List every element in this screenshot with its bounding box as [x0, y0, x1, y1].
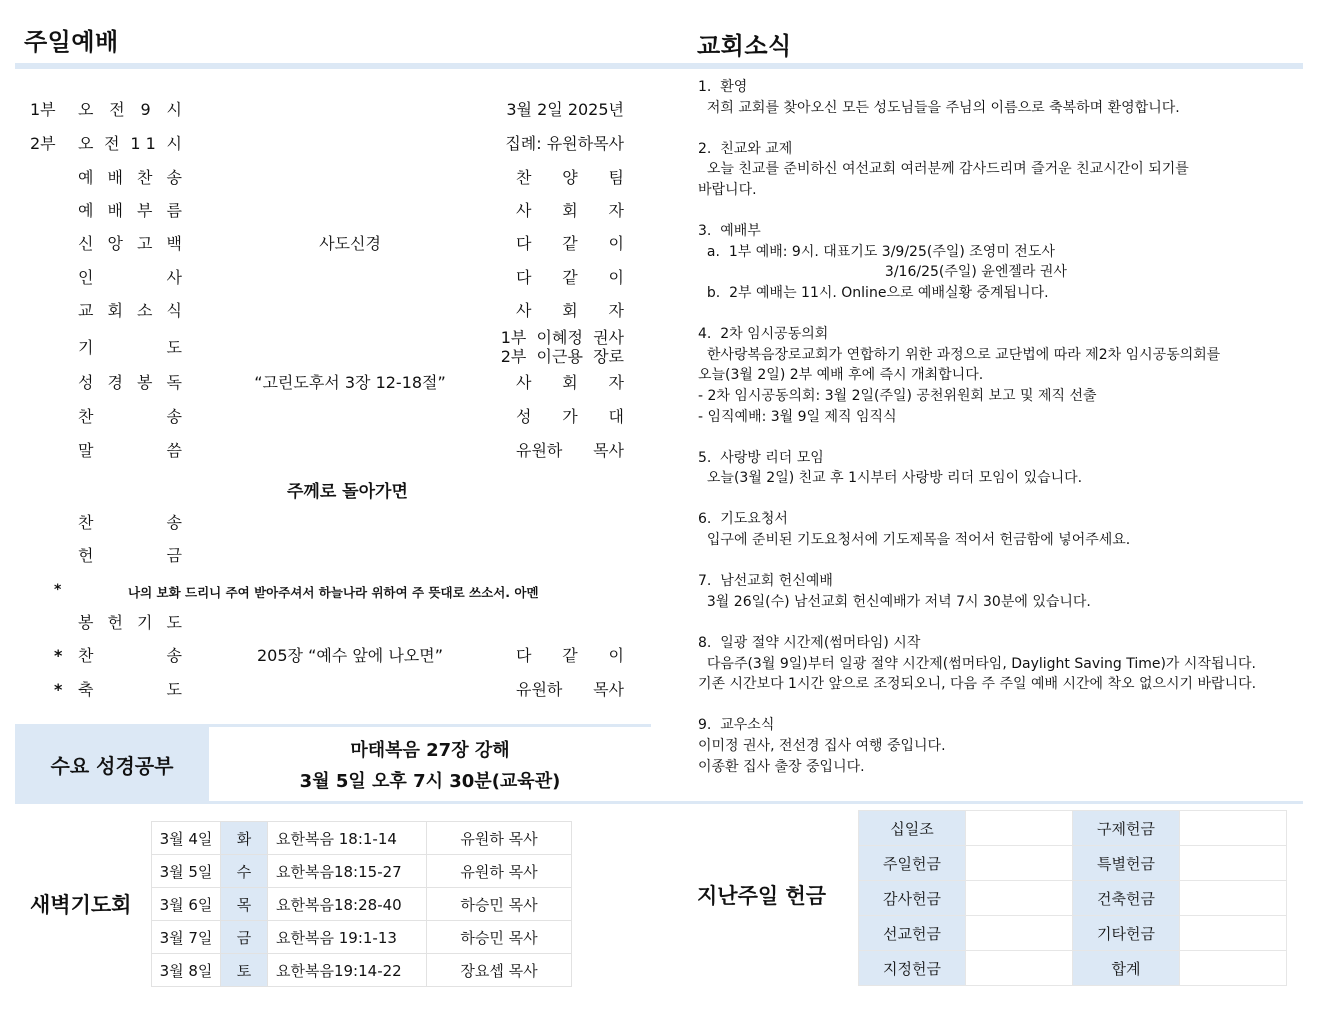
service-item-responsible [516, 229, 624, 259]
service-item-char: 기 [137, 613, 153, 632]
responsible-part: 가 [562, 407, 578, 426]
service-item-char: 기 [78, 338, 94, 357]
wednesday-study-label: 수요 성경공부 [15, 726, 209, 802]
responsible-part: 양 [562, 168, 578, 187]
dawn-weekday: 목 [221, 888, 268, 921]
service-item-char: 앙 [107, 234, 123, 253]
announcement-item [698, 633, 1280, 695]
service-row [0, 263, 660, 293]
offering-amount [966, 951, 1073, 986]
offering-label: 지난주일 헌금 [697, 884, 827, 908]
offering-prayer-mark: * [54, 582, 62, 598]
prayer-leader-2: 2부 이근용 장로 [500, 347, 624, 366]
offering-amount [1180, 811, 1287, 846]
offering-amount [966, 811, 1073, 846]
dawn-date: 3월 8일 [152, 954, 221, 987]
announcement-text: 저희 교회를 찾아오신 모든 성도님들을 주님의 이름으로 축복하며 환영합니다. [698, 99, 1180, 116]
service-item-char: 금 [166, 546, 182, 565]
responsible-part: 사 [516, 373, 532, 392]
service-item-char: 송 [166, 646, 182, 665]
offering-category: 지정헌금 [859, 951, 966, 986]
service-item-responsible [516, 402, 624, 432]
service-item-responsible [516, 296, 624, 326]
service-item-char: 경 [107, 373, 123, 392]
dawn-leader: 유원하 목사 [427, 822, 572, 855]
dawn-prayer-row [152, 822, 572, 855]
service-item-responsible [516, 436, 624, 466]
service-row [0, 368, 660, 398]
service-part2-row [0, 129, 660, 159]
offering-amount [966, 916, 1073, 951]
dawn-passage: 요한복음 18:1-14 [268, 822, 427, 855]
responsible-part: 사 [516, 201, 532, 220]
service-item-char: 인 [78, 268, 94, 287]
announcement-title: 4. 2차 임시공동의회 [698, 326, 829, 343]
service-item-name [78, 163, 182, 193]
announcement-text: a. 1부 예배: 9시. 대표기도 3/9/25(주일) 조영미 전도사 [698, 243, 1055, 260]
service-item-char: 회 [107, 301, 123, 320]
announcement-text: 오늘 친교를 준비하신 여선교회 여러분께 감사드리며 즐거운 친교시간이 되기를 [698, 161, 1189, 178]
service-item-char: 송 [166, 407, 182, 426]
service-row [0, 675, 660, 705]
responsible-part: 다 [516, 268, 532, 287]
service-item-detail: 205장 “예수 앞에 나오면” [256, 646, 444, 665]
announcement-title: 5. 사랑방 리더 모임 [698, 449, 824, 466]
dawn-leader: 하승민 목사 [427, 888, 572, 921]
response-heading: 주께로 돌아가면 [287, 482, 408, 502]
announcement-text: b. 2부 예배는 11시. Online으로 예배실황 중계됩니다. [698, 284, 1049, 301]
service-row [0, 196, 660, 226]
service-row [0, 641, 660, 671]
offering-amount [966, 881, 1073, 916]
service-item-char: 사 [166, 268, 182, 287]
announcement-title: 9. 교우소식 [698, 717, 775, 734]
prayer-leaders [474, 328, 624, 366]
service-item-responsible [516, 196, 624, 226]
service-part1-row [0, 95, 660, 125]
announcement-title: 1. 환영 [698, 79, 748, 95]
service-item-responsible [516, 163, 624, 193]
offering-category: 십일조 [859, 811, 966, 846]
responsible-part: 회 [562, 301, 578, 320]
responsible-part: 성 [516, 407, 532, 426]
responsible-part: 다 [516, 646, 532, 665]
responsible-part: 자 [608, 373, 624, 392]
announcement-text: - 2차 임시공동의회: 3월 2일(주일) 공천위원회 보고 및 제직 선출 [698, 387, 1097, 404]
service-item-char: 헌 [107, 613, 123, 632]
announcement-text: 입구에 준비된 기도요청서에 기도제목을 적어서 헌금함에 넣어주세요. [698, 532, 1131, 549]
service-item-responsible [516, 263, 624, 293]
responsible-part: 목사 [593, 680, 624, 699]
service-item-char: 성 [78, 373, 94, 392]
dawn-date: 3월 4일 [152, 822, 221, 855]
offering-amount [1180, 916, 1287, 951]
responsible-part: 같 [562, 268, 578, 287]
dawn-prayer-table [151, 821, 572, 987]
offering-amount [1180, 951, 1287, 986]
offering-amount [1180, 881, 1287, 916]
service-row [0, 163, 660, 193]
offering-category: 선교헌금 [859, 916, 966, 951]
offering-category: 합계 [1073, 951, 1180, 986]
right-page-title: 교회소식 [697, 32, 792, 60]
left-page-title: 주일예배 [24, 28, 119, 56]
offering-row [859, 951, 1287, 986]
dawn-prayer-row [152, 954, 572, 987]
part1-time: 오 전 9 시 [78, 100, 182, 119]
offering-category: 건축헌금 [1073, 881, 1180, 916]
service-item-responsible [516, 675, 624, 705]
service-item-name [78, 508, 182, 538]
service-item-detail: “고린도후서 3장 12-18절” [254, 373, 446, 392]
announcement-text: 다음주(3월 9일)부터 일광 절약 시간제(썸머타임, Daylight Saving Time)가 시작됩니다. [698, 655, 1256, 672]
dawn-passage: 요한복음18:28-40 [268, 888, 427, 921]
dawn-leader: 하승민 목사 [427, 921, 572, 954]
service-item-char: 헌 [78, 546, 94, 565]
responsible-part: 다 [516, 234, 532, 253]
announcement-text: 오늘(3월 2일) 2부 예배 후에 즉시 개최합니다. [698, 367, 984, 384]
service-item-char: 말 [78, 441, 94, 460]
service-item-name [78, 196, 182, 226]
service-item-char: 찬 [78, 646, 94, 665]
responsible-part: 유원하 [516, 680, 563, 699]
service-item-name [78, 641, 182, 671]
announcement-text: - 임직예배: 3월 9일 제직 임직식 [698, 408, 897, 425]
service-item-responsible [516, 641, 624, 671]
service-row [0, 296, 660, 326]
service-item-name [78, 333, 182, 363]
dawn-prayer-row [152, 921, 572, 954]
offering-category: 기타헌금 [1073, 916, 1180, 951]
service-item-name [78, 368, 182, 398]
announcement-text: 이미정 권사, 전선경 집사 여행 중입니다. [698, 738, 946, 754]
middle-divider [15, 801, 1303, 804]
dawn-leader: 장요셉 목사 [427, 954, 572, 987]
service-item-char: 예 [78, 168, 94, 187]
responsible-part: 자 [608, 301, 624, 320]
announcement-item [698, 571, 1280, 612]
announcement-text: 3월 26일(수) 남선교회 헌신예배가 저녁 7시 30분에 있습니다. [698, 593, 1091, 610]
service-item-char: 도 [166, 338, 182, 357]
service-item-char: 소 [137, 301, 153, 320]
responsible-part: 회 [562, 201, 578, 220]
offering-category: 특별헌금 [1073, 846, 1180, 881]
announcement-title: 7. 남선교회 헌신예배 [698, 573, 833, 590]
announcement-item [698, 77, 1280, 118]
part1-label: 1부 [30, 100, 56, 119]
announcement-item [698, 139, 1280, 201]
service-item-char: 도 [166, 680, 182, 699]
dawn-prayer-row [152, 888, 572, 921]
responsible-part: 자 [608, 201, 624, 220]
service-row [0, 436, 660, 466]
required-mark: * [54, 680, 63, 699]
dawn-date: 3월 5일 [152, 855, 221, 888]
prayer-leader-1: 1부 이혜정 권사 [500, 328, 624, 347]
dawn-weekday: 토 [221, 954, 268, 987]
title-divider [15, 63, 1303, 69]
dawn-weekday: 수 [221, 855, 268, 888]
offering-amount [966, 846, 1073, 881]
service-item-name [78, 541, 182, 571]
service-item-char: 독 [166, 373, 182, 392]
service-item-name [78, 229, 182, 259]
offering-amount [1180, 846, 1287, 881]
service-item-char: 름 [166, 201, 182, 220]
offering-row [859, 811, 1287, 846]
announcement-text: 3/16/25(주일) 윤엔젤라 권사 [698, 264, 1067, 281]
service-item-char: 송 [166, 168, 182, 187]
offering-category: 주일헌금 [859, 846, 966, 881]
offering-row [859, 916, 1287, 951]
part2-time: 오 전 1 1 시 [78, 134, 182, 153]
service-item-char: 배 [107, 201, 123, 220]
announcement-title: 3. 예배부 [698, 223, 761, 240]
service-item-char: 축 [78, 680, 94, 699]
part2-label: 2부 [30, 134, 56, 153]
offering-category: 감사헌금 [859, 881, 966, 916]
responsible-part: 이 [608, 646, 624, 665]
responsible-part: 이 [608, 268, 624, 287]
responsible-part: 유원하 [516, 441, 563, 460]
responsible-part: 회 [562, 373, 578, 392]
offering-category: 구제헌금 [1073, 811, 1180, 846]
service-item-name [78, 296, 182, 326]
dawn-weekday: 금 [221, 921, 268, 954]
dawn-date: 3월 7일 [152, 921, 221, 954]
responsible-part: 이 [608, 234, 624, 253]
announcement-text: 오늘(3월 2일) 친교 후 1시부터 사랑방 리더 모임이 있습니다. [698, 470, 1083, 487]
dawn-passage: 요한복음19:14-22 [268, 954, 427, 987]
service-item-char: 씀 [166, 441, 182, 460]
responsible-part: 대 [608, 407, 624, 426]
service-item-char: 백 [166, 234, 182, 253]
dawn-date: 3월 6일 [152, 888, 221, 921]
offering-row [859, 881, 1287, 916]
announcement-item [698, 448, 1280, 489]
responsible-part: 같 [562, 646, 578, 665]
service-item-char: 고 [137, 234, 153, 253]
responsible-part: 같 [562, 234, 578, 253]
service-item-char: 교 [78, 301, 94, 320]
order-of-worship [0, 95, 660, 715]
service-date: 3월 2일 2025년 [506, 100, 624, 119]
announcement-item [698, 509, 1280, 550]
announcement-text: 바랍니다. [698, 181, 757, 198]
wednesday-study-title: 마태복음 27장 강해 [350, 740, 510, 761]
offering-row [859, 846, 1287, 881]
service-item-char: 식 [166, 301, 182, 320]
service-leader: 집례: 유원하목사 [505, 134, 624, 153]
announcement-title: 2. 친교와 교제 [698, 140, 793, 157]
service-row [0, 541, 660, 571]
offering-prayer-text: 나의 보화 드리니 주여 받아주셔서 하늘나라 위하여 주 뜻대로 쓰소서. 아멘 [128, 585, 539, 600]
service-item-responsible [516, 368, 624, 398]
dawn-prayer-label: 새벽기도회 [30, 893, 132, 917]
service-item-char: 찬 [137, 168, 153, 187]
offering-table [858, 810, 1287, 986]
announcement-title: 8. 일광 절약 시간제(썸머타임) 시작 [698, 635, 921, 652]
announcement-item [698, 221, 1280, 303]
service-item-char: 신 [78, 234, 94, 253]
service-item-char: 봉 [137, 373, 153, 392]
service-row [0, 608, 660, 638]
announcements [698, 77, 1280, 798]
service-item-char: 송 [166, 513, 182, 532]
dawn-weekday: 화 [221, 822, 268, 855]
service-item-char: 배 [107, 168, 123, 187]
service-item-name [78, 675, 182, 705]
service-item-char: 부 [137, 201, 153, 220]
announcement-text: 이종환 집사 출장 중입니다. [698, 758, 865, 775]
service-item-char: 찬 [78, 407, 94, 426]
announcement-text: 기존 시간보다 1시간 앞으로 조정되오니, 다음 주 주일 예배 시간에 착오 없으시기 바랍니다. [698, 676, 1257, 693]
dawn-prayer-row [152, 855, 572, 888]
responsible-part: 팀 [608, 168, 624, 187]
service-item-name [78, 263, 182, 293]
announcement-item [698, 324, 1280, 427]
responsible-part: 찬 [516, 168, 532, 187]
service-item-name [78, 436, 182, 466]
service-item-char: 봉 [78, 613, 94, 632]
service-row [0, 508, 660, 538]
service-row [0, 229, 660, 259]
service-item-name [78, 402, 182, 432]
required-mark: * [54, 646, 63, 665]
responsible-part: 목사 [593, 441, 624, 460]
wednesday-study-time: 3월 5일 오후 7시 30분(교육관) [299, 771, 561, 792]
announcement-text: 한사랑복음장로교회가 연합하기 위한 과정으로 교단법에 따라 제2차 임시공동의회를 [698, 346, 1221, 363]
dawn-passage: 요한복음18:15-27 [268, 855, 427, 888]
dawn-passage: 요한복음 19:1-13 [268, 921, 427, 954]
responsible-part: 사 [516, 301, 532, 320]
service-item-char: 예 [78, 201, 94, 220]
announcement-item [698, 715, 1280, 777]
service-item-detail: 사도신경 [319, 234, 381, 253]
service-item-char: 도 [166, 613, 182, 632]
announcement-title: 6. 기도요청서 [698, 511, 788, 528]
service-row [0, 402, 660, 432]
service-item-name [78, 608, 182, 638]
service-item-char: 찬 [78, 513, 94, 532]
dawn-leader: 유원하 목사 [427, 855, 572, 888]
